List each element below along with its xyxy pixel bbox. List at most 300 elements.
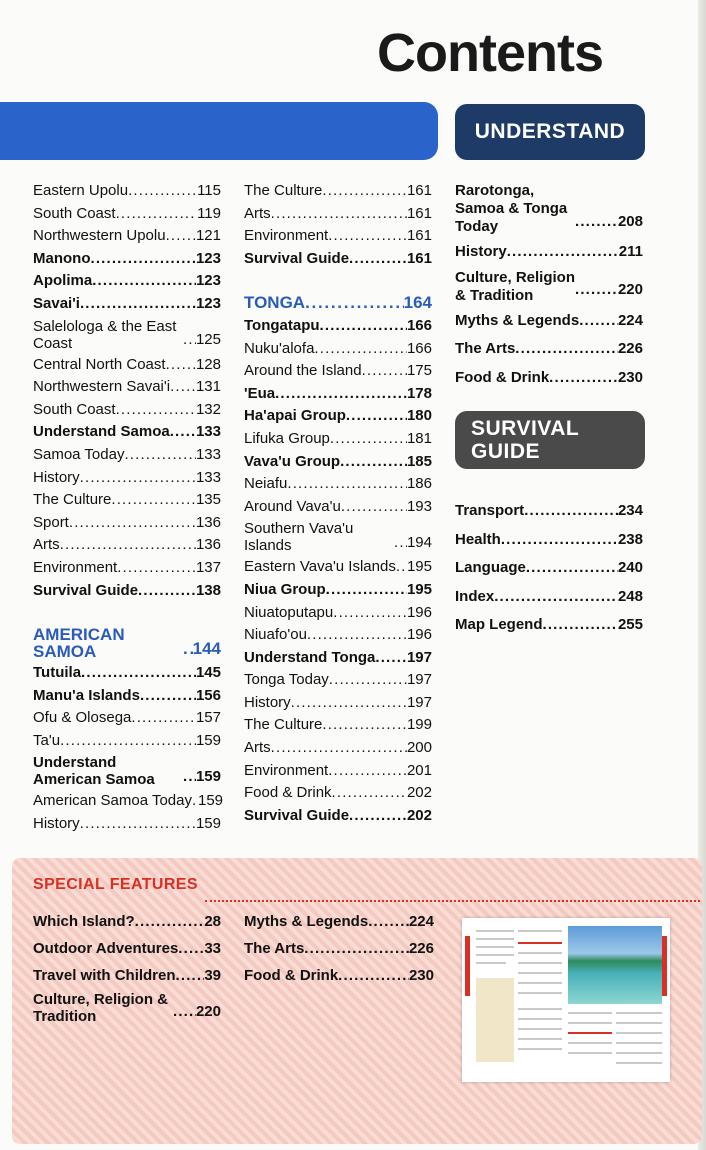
toc-entry [244,292,432,315]
toc-entry-page: 137 [195,558,221,576]
toc-entry-page: 197 [406,648,432,666]
toc-entry-page: 161 [406,249,432,267]
leader-dots [291,692,407,715]
toc-entry [455,583,643,612]
toc-entry-page: 186 [406,475,432,493]
toc-entry [455,182,643,236]
leader-dots [322,180,407,203]
toc-entry [244,805,432,828]
toc-entry [33,685,221,708]
thumbnail-text [616,1022,662,1024]
toc-entry-page: 136 [195,536,221,554]
leader-dots [176,962,205,989]
understand-header [455,104,645,160]
special-features-title: SPECIAL FEATURES [33,876,198,893]
toc-entry-label: The Culture [33,491,112,509]
leader-dots [60,730,196,753]
toc-group-tonga [244,292,432,827]
toc-entry [244,935,434,962]
toc-entry-label: Culture, Religion & Tradition [455,268,575,304]
thumbnail-text [518,992,562,994]
leader-dots [271,737,407,760]
toc-entry [33,248,221,271]
understand-label: UNDERSTAND [474,120,626,143]
toc-entry-label: Outdoor Adventures [33,940,179,957]
thumbnail-text [518,962,562,964]
toc-entry-label: AMERICAN SAMOA [33,625,125,662]
leader-dots [173,998,196,1025]
toc-entry-page: 234 [617,502,643,519]
leader-dots [116,399,196,422]
toc-entry-label: Map Legend [455,616,543,633]
toc-entry-page: 195 [406,558,432,576]
toc-entry-page: 164 [403,293,432,313]
toc-entry [244,225,432,248]
leader-dots [80,813,196,836]
toc-entry-label: Eastern Vava'u Islands [244,558,396,576]
toc-entry-page: 135 [195,491,221,509]
toc-entry [455,238,643,267]
special-list-1 [33,908,221,1025]
toc-entry-label: Transport [455,502,525,519]
toc-entry-page: 128 [195,355,221,373]
toc-entry [244,760,432,783]
leader-dots [328,225,407,248]
toc-entry-label: TONGA [244,293,306,313]
toc-entry-page: 180 [406,407,432,425]
toc-entry [244,248,432,271]
toc-entry-page: 39 [204,967,221,984]
toc-entry-label: Culture, Religion & Tradition [33,991,168,1025]
toc-entry [455,526,643,555]
toc-entry-page: 159 [195,815,221,833]
leader-dots [124,444,196,467]
leader-dots [549,364,618,393]
toc-entry [33,376,221,399]
toc-entry-page: 144 [192,638,221,658]
leader-dots [81,662,196,685]
leader-dots [341,496,407,519]
toc-entry [33,962,221,989]
leader-dots [501,526,618,555]
toc-group-understand [455,182,643,392]
toc-entry-page: 28 [204,913,221,930]
toc-entry-label: Sport [33,513,69,531]
toc-entry-page: 145 [195,664,221,682]
toc-entry-page: 166 [406,339,432,357]
toc-entry-page: 208 [617,212,643,230]
special-features-rule [205,900,700,902]
leader-dots [80,467,196,490]
toc-entry-label: Travel with Children [33,967,176,984]
thumbnail-text [616,1042,662,1044]
toc-entry-label: Rarotonga, Samoa & Tonga Today [455,182,568,235]
toc-entry [33,754,221,788]
toc-entry [455,364,643,393]
leader-dots [170,376,196,399]
thumbnail-text [518,1018,562,1020]
leader-dots [333,602,407,625]
toc-column-survival [455,497,643,640]
toc-entry-page: 157 [195,709,221,727]
toc-entry-page: 161 [406,227,432,245]
toc-entry [33,444,221,467]
leader-dots [140,685,196,708]
leader-dots [116,203,198,226]
toc-entry-label: History [33,815,80,833]
toc-entry-label: Apolima [33,272,93,290]
leader-dots [543,611,618,640]
toc-entry [33,203,221,226]
toc-entry-label: Myths & Legends [455,311,580,329]
thumbnail-text [476,930,514,932]
toc-entry-label: Arts [244,204,271,222]
toc-entry-page: 194 [406,533,432,551]
thumbnail-text [568,1022,612,1024]
page-title: Contents [377,23,603,83]
toc-entry [244,383,432,406]
toc-entry [33,293,221,316]
toc-entry-page: 125 [195,330,221,348]
toc-entry [455,554,643,583]
toc-entry [455,335,643,364]
toc-entry-label: History [33,468,80,486]
toc-entry-page: 230 [408,967,434,984]
toc-entry-label: Eastern Upolu [33,182,129,199]
leader-dots [178,935,204,962]
leader-dots [394,532,407,555]
leader-dots [328,760,407,783]
toc-entry-page: 196 [406,603,432,621]
toc-entry-label: Language [455,559,526,576]
toc-entry-label: Northwestern Savai'i [33,378,171,396]
survival-label-line2: GUIDE [471,440,541,463]
toc-entry-label: Manono [33,249,91,267]
leader-dots [60,534,196,557]
toc-entry-page: 159 [197,792,224,810]
toc-entry-label: Food & Drink [244,967,339,984]
toc-entry-label: Tutuila [33,664,82,682]
toc-column-2 [244,180,432,827]
toc-entry [33,180,221,203]
toc-entry-label: Niua Group [244,580,326,598]
toc-entry-page: 123 [195,249,221,267]
toc-entry-page: 193 [406,497,432,515]
toc-entry-page: 224 [408,913,434,930]
toc-entry [33,935,221,962]
toc-entry-page: 161 [406,204,432,222]
thumbnail-beach-photo [568,926,662,1004]
toc-entry-page: 175 [406,362,432,380]
toc-entry-label: Ta'u [33,731,61,749]
toc-entry-page: 159 [195,731,221,749]
leader-dots [346,405,407,428]
toc-entry [33,421,221,444]
thumbnail-text [476,954,514,956]
leader-dots [494,583,618,612]
toc-entry-page: 238 [617,530,643,548]
thumbnail-text [476,938,514,940]
toc-entry-label: Around Vava'u [244,497,341,515]
survival-label-line1: SURVIVAL [471,417,580,440]
thumbnail-text [616,1062,662,1064]
toc-entry-page: 123 [195,294,221,312]
toc-entry-label: Vava'u Group [244,452,341,470]
toc-entry [33,512,221,535]
toc-entry-label: The Arts [455,340,516,357]
toc-entry [33,730,221,753]
toc-entry-label: Manu'a Islands [33,686,140,704]
leader-dots [515,335,618,364]
sample-spread-thumbnail [462,918,670,1082]
toc-entry [244,782,432,805]
toc-entry [244,360,432,383]
toc-entry-label: Which Island? [33,913,135,930]
toc-entry-label: Understand Samoa [33,423,170,441]
leader-dots [307,624,407,647]
toc-entry-label: Survival Guide [244,249,350,267]
toc-entry-label: South Coast [33,400,116,418]
toc-entry-label: Ha'apai Group [244,407,346,425]
toc-entry [455,269,643,305]
toc-entry-label: Around the Island [244,362,362,380]
toc-entry-label: The Arts [244,940,305,957]
special-features-column-1 [33,908,221,1027]
toc-entry [33,354,221,377]
toc-entry-label: Nuku'alofa [244,339,315,357]
spacer [33,602,221,624]
toc-entry-page: 138 [195,581,221,599]
toc-entry [244,315,432,338]
leader-dots [271,203,407,226]
toc-entry-label: Savai'i [33,294,80,312]
toc-entry-label: The Culture [244,182,323,199]
toc-entry-page: 255 [617,616,643,633]
toc-entry-label: Environment [33,558,118,576]
leader-dots [375,647,407,670]
thumbnail-heading [518,942,562,944]
toc-entry-label: Understand Tonga [244,648,376,666]
leader-dots [507,238,619,267]
leader-dots [69,512,196,535]
toc-entry-label: Index [455,587,495,605]
toc-entry-label: Central North Coast [33,355,166,373]
thumbnail-text [568,1042,612,1044]
toc-entry-label: Arts [244,739,271,757]
toc-entry-page: 197 [406,671,432,689]
toc-entry-page: 226 [408,940,434,957]
toc-entry-label: Southern Vava'u Islands [244,520,354,555]
leader-dots [320,315,407,338]
toc-entry [244,203,432,226]
toc-entry-page: 202 [406,806,432,824]
leader-dots [117,557,196,580]
special-list-2 [244,908,434,989]
toc-entry [244,338,432,361]
toc-entry [244,714,432,737]
toc-entry-label: 'Eua [244,384,276,402]
toc-entry-label: Food & Drink [244,784,332,802]
toc-entry [33,662,221,685]
leader-dots [92,270,196,293]
thumbnail-sidebar-box [476,978,514,1062]
leader-dots [526,554,618,583]
leader-dots [275,383,407,406]
toc-entry-label: Understand American Samoa [33,754,155,789]
thumbnail-text [476,946,514,948]
thumbnail-text [518,1038,562,1040]
toc-entry-page: 195 [406,580,432,598]
toc-entry [244,556,432,579]
toc-entry-page: 220 [617,281,643,298]
thumbnail-text [518,952,562,954]
toc-entry-label: Myths & Legends [244,913,369,930]
toc-entry [33,991,221,1025]
leader-dots [326,579,407,602]
toc-entry [244,428,432,451]
leader-dots [135,908,205,935]
toc-entry-page: 202 [406,784,432,802]
thumbnail-text [616,1032,662,1034]
toc-entry-label: Arts [33,536,60,554]
toc-entry [244,669,432,692]
toc-entry-page: 121 [195,227,221,245]
toc-entry-page: 132 [195,400,221,418]
toc-entry [33,580,221,603]
toc-entry [244,405,432,428]
leader-dots [166,354,196,377]
leader-dots [138,580,196,603]
toc-entry [33,557,221,580]
leader-dots [287,473,407,496]
leader-dots [330,428,407,451]
special-features-column-2 [244,908,434,989]
spacer [244,270,432,292]
toc-entry-page: 230 [617,368,643,386]
toc-entry [33,790,224,813]
toc-entry [33,467,221,490]
toc-entry [244,496,432,519]
leader-dots [183,329,196,352]
leader-dots [368,908,409,935]
leader-dots [332,782,407,805]
thumbnail-text [616,1012,662,1014]
leader-dots [170,421,196,444]
thumbnail-text [616,1052,662,1054]
leader-dots [362,360,407,383]
toc-entry-label: Niuafo'ou [244,626,307,644]
leader-dots [131,707,196,730]
thumbnail-tab-left [465,936,470,996]
toc-entry-label: Lifuka Group [244,429,330,447]
toc-entry-page: 224 [617,311,643,329]
toc-group-samoa [33,180,221,602]
toc-entry-page: 133 [195,423,221,441]
leader-dots [322,714,407,737]
toc-entry [455,611,643,640]
toc-entry [33,399,221,422]
toc-entry-page: 197 [406,693,432,711]
toc-entry-label: Salelologa & the East Coast [33,317,177,352]
thumbnail-text [518,930,562,932]
toc-entry-label: Environment [244,227,329,245]
thumbnail-tab-right [662,936,667,996]
toc-entry-label: Samoa Today [33,445,125,463]
toc-entry-page: 159 [195,767,221,785]
section-color-bar [0,102,438,160]
toc-entry-label: South Coast [33,204,116,222]
toc-entry [244,624,432,647]
leader-dots [91,248,196,271]
leader-dots [575,276,618,305]
toc-column-understand [455,180,643,392]
toc-entry [33,813,221,836]
toc-entry-label: The Culture [244,716,323,734]
toc-entry [244,962,434,989]
toc-entry [244,473,432,496]
thumbnail-heading [568,1032,612,1034]
toc-entry-page: 196 [406,626,432,644]
leader-dots [349,805,407,828]
toc-entry [244,602,432,625]
toc-entry [244,647,432,670]
toc-entry [455,307,643,336]
toc-entry-page: 136 [195,513,221,531]
toc-entry [244,180,432,203]
leader-dots [111,489,196,512]
toc-entry [33,270,221,293]
thumbnail-text [518,1008,562,1010]
thumbnail-text [476,962,506,964]
toc-entry-label: Ofu & Olosega [33,709,132,727]
leader-dots [340,451,407,474]
toc-entry-page: 115 [197,182,221,199]
toc-entry [33,318,221,352]
leader-dots [575,208,618,237]
toc-entry-label: Neiafu [244,475,288,493]
toc-entry-page: 131 [195,378,221,396]
toc-entry [244,579,432,602]
leader-dots [396,556,407,579]
leader-dots [579,307,618,336]
toc-entry-label: Survival Guide [33,581,139,599]
leader-dots [304,935,409,962]
leader-dots [329,669,407,692]
thumbnail-text [568,1052,612,1054]
toc-entry-page: 33 [204,940,221,957]
toc-entry-page: 185 [406,452,432,470]
thumbnail-text [518,1028,562,1030]
leader-dots [128,180,197,203]
toc-entry [244,451,432,474]
toc-entry-page: 161 [406,182,432,199]
toc-group-survival [455,497,643,640]
leader-dots [314,338,407,361]
toc-entry [244,908,434,935]
leader-dots [183,766,196,789]
toc-entry-page: 156 [195,686,221,704]
toc-entry-page: 201 [406,761,432,779]
toc-entry-page: 248 [617,587,643,605]
toc-entry-label: Environment [244,761,329,779]
toc-entry-label: Niuatoputapu [244,603,334,621]
leader-dots [305,292,404,315]
toc-group-american-samoa [33,625,224,836]
toc-entry-label: Tongatapu [244,316,320,334]
toc-entry-label: American Samoa Today [33,792,192,810]
toc-entry-page: 119 [197,204,221,222]
toc-entry-page: 199 [406,716,432,734]
